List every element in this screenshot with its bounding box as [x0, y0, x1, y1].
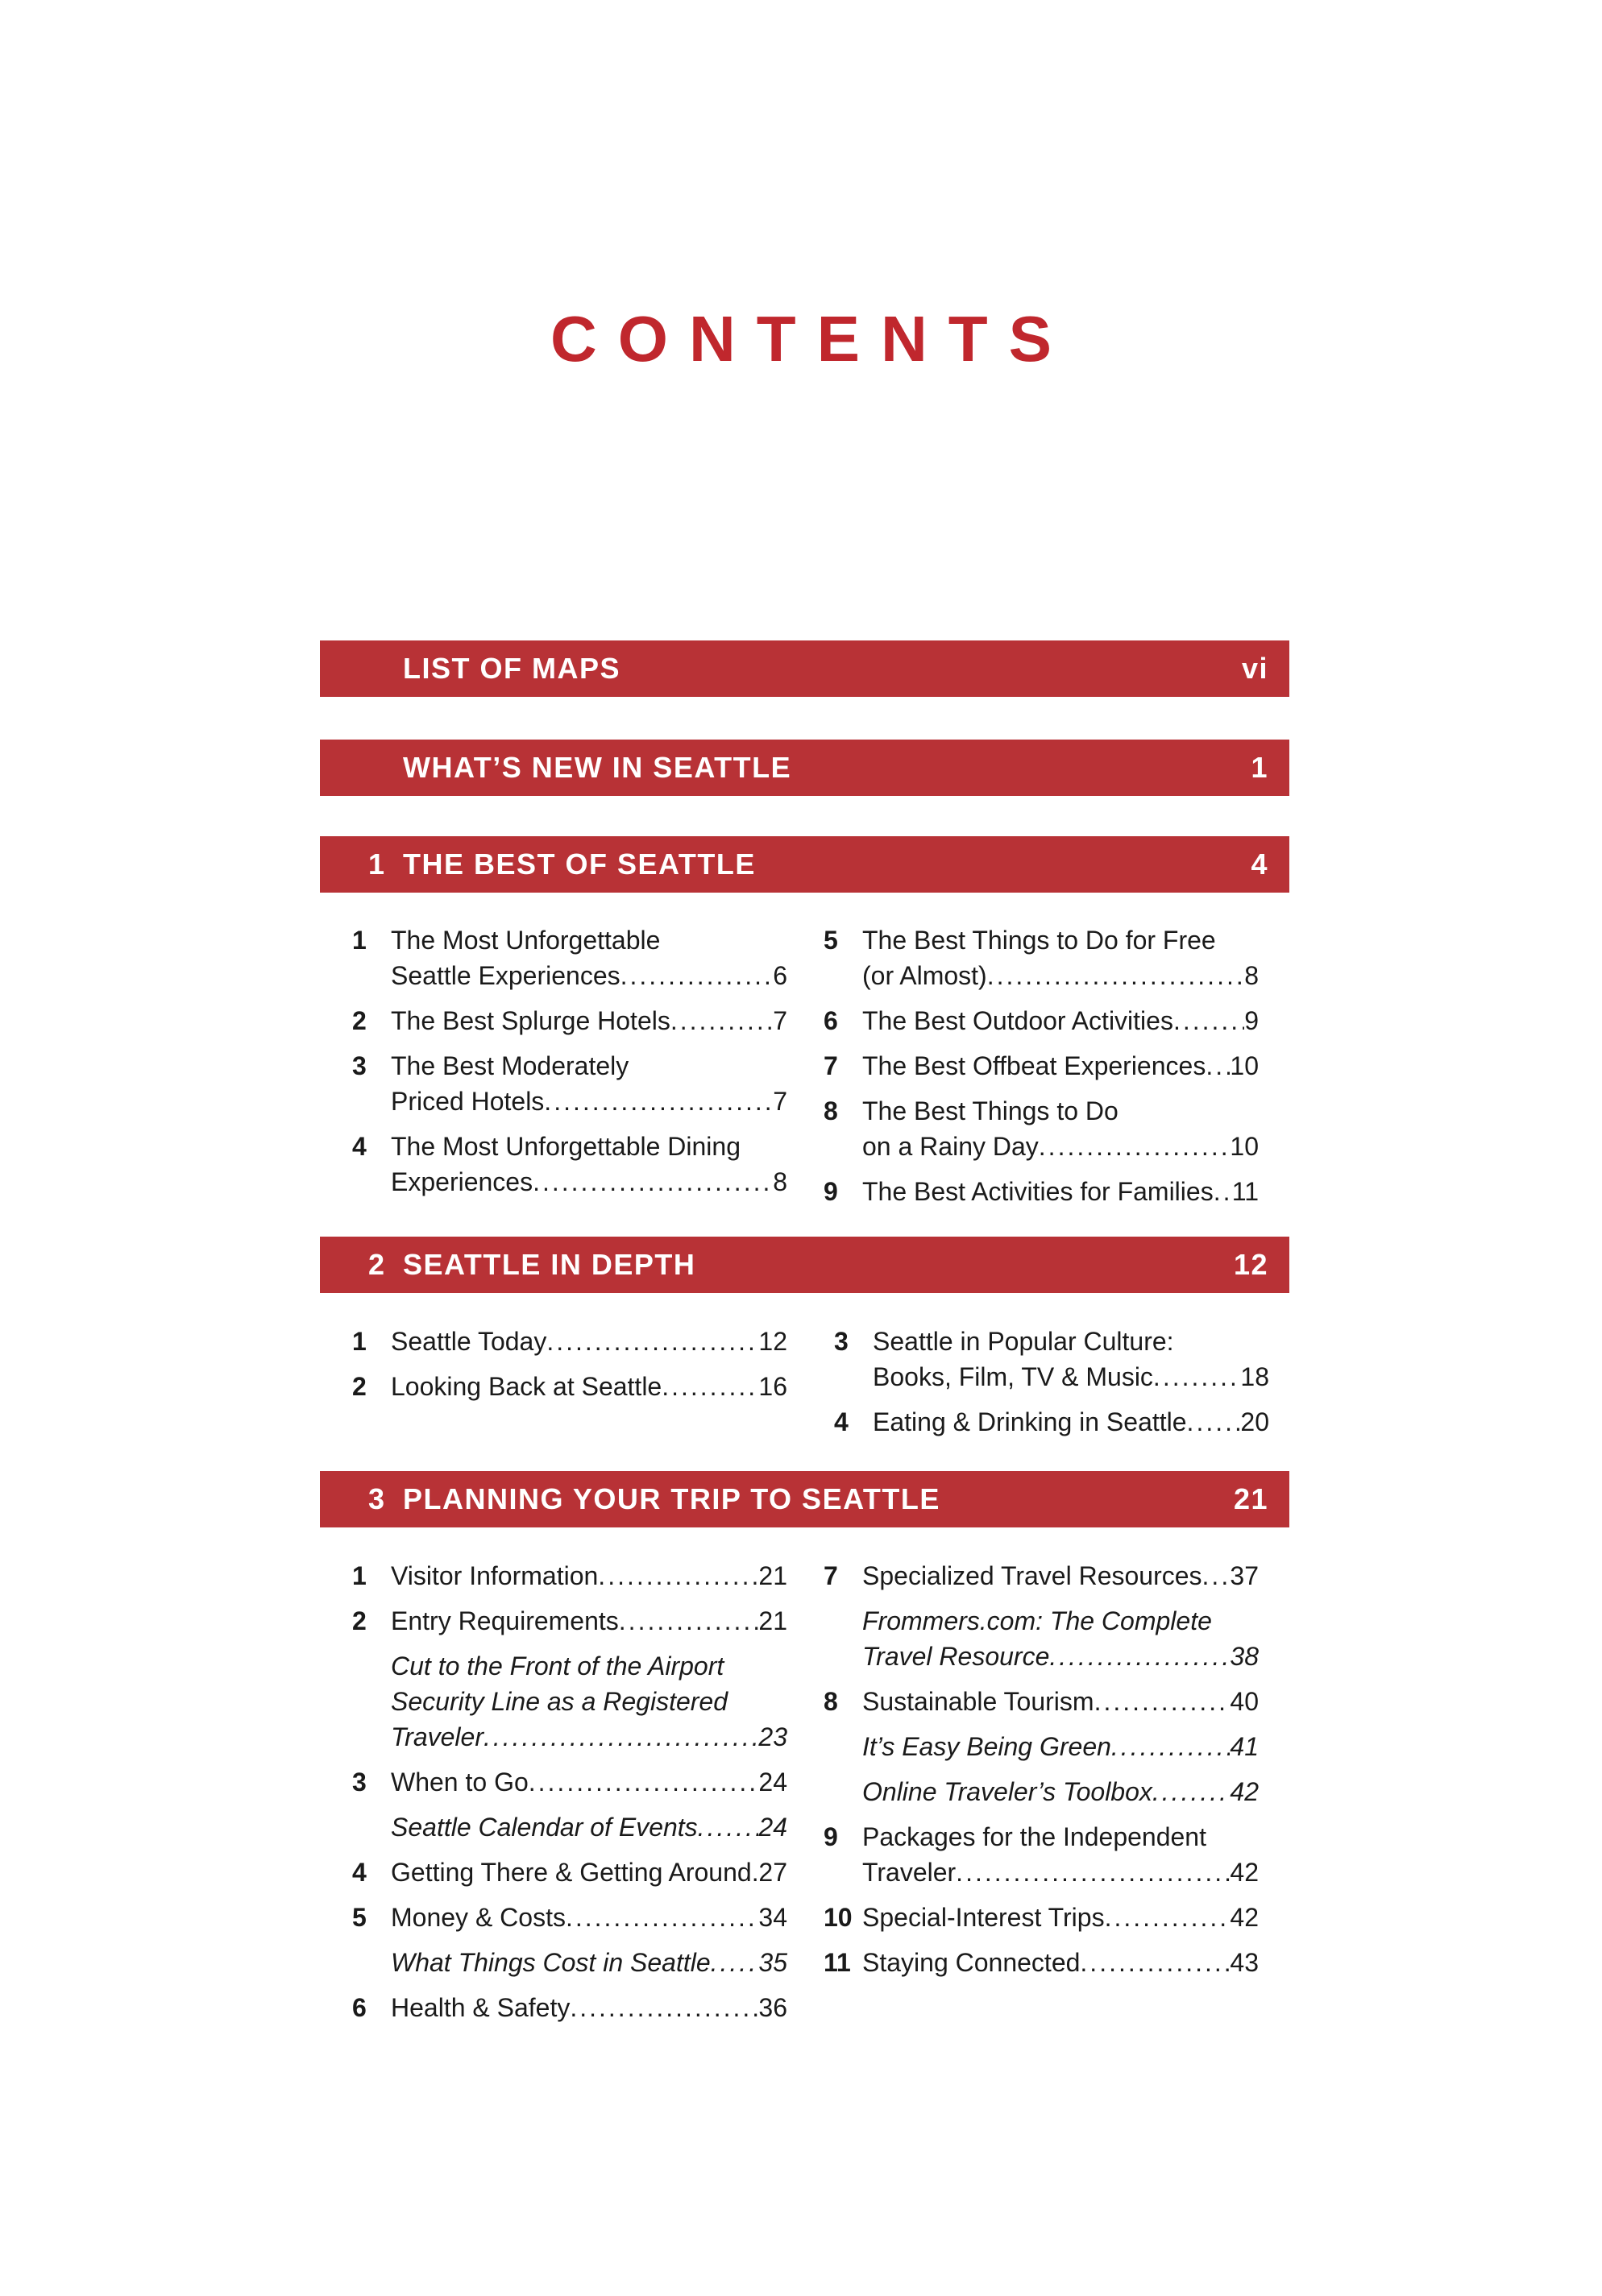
ch2-left-column	[352, 1324, 787, 1414]
ch1-left-column	[352, 922, 787, 1209]
toc-entry[interactable]	[824, 1945, 1259, 1980]
section-page: vi	[1241, 652, 1268, 685]
entry-title-line: The Best Moderately	[391, 1051, 629, 1080]
dot-leader	[670, 1003, 773, 1038]
entry-page-number: 8	[773, 1167, 787, 1196]
entry-page-number: 16	[758, 1372, 787, 1401]
entry-page-number: 21	[758, 1606, 787, 1635]
entry-number: 2	[352, 1606, 367, 1635]
entry-title-line: What Things Cost in Seattle	[391, 1948, 711, 1977]
dot-leader	[1080, 1945, 1230, 1980]
toc-entry[interactable]	[824, 922, 1259, 993]
dot-leader	[1202, 1558, 1231, 1594]
toc-entry[interactable]	[352, 1369, 787, 1404]
entry-title-line: Money & Costs	[391, 1903, 566, 1932]
toc-subentry[interactable]	[824, 1729, 1259, 1764]
toc-entry[interactable]	[834, 1324, 1269, 1395]
entry-page-number: 38	[1230, 1642, 1259, 1671]
entry-page-number: 8	[1244, 961, 1259, 990]
page-title: CONTENTS	[550, 303, 1073, 375]
dot-leader	[752, 1855, 759, 1890]
section-label: WHAT’S NEW IN SEATTLE	[403, 751, 792, 784]
entry-title-line: Seattle in Popular Culture:	[873, 1327, 1174, 1356]
entry-title-line: Visitor Information	[391, 1561, 599, 1590]
entry-title-line: The Best Offbeat Experiences	[862, 1051, 1206, 1080]
entry-number: 3	[352, 1051, 367, 1080]
toc-subentry[interactable]	[352, 1945, 787, 1980]
toc-entry[interactable]	[352, 1558, 787, 1594]
dot-leader	[987, 958, 1245, 993]
toc-entry[interactable]	[352, 922, 787, 993]
entry-title-line: Entry Requirements	[391, 1606, 619, 1635]
entry-title-line: Travel Resource	[862, 1642, 1050, 1671]
section-number: 3	[368, 1482, 386, 1515]
entry-number: 2	[352, 1006, 367, 1035]
entry-number: 8	[824, 1096, 838, 1125]
dot-leader	[1039, 1129, 1231, 1164]
entry-title-line: Experiences	[391, 1167, 533, 1196]
entry-title-line: The Best Splurge Hotels	[391, 1006, 670, 1035]
toc-entry[interactable]	[824, 1819, 1259, 1890]
section-page: 1	[1251, 751, 1268, 784]
entry-title-line: It’s Easy Being Green	[862, 1732, 1111, 1761]
entry-title-line: Looking Back at Seattle	[391, 1372, 662, 1401]
entry-page-number: 18	[1240, 1362, 1269, 1391]
toc-subentry[interactable]	[824, 1774, 1259, 1809]
entry-page-number: 41	[1230, 1732, 1259, 1761]
entry-page-number: 36	[758, 1993, 787, 2022]
toc-entry[interactable]	[824, 1093, 1259, 1164]
dot-leader	[544, 1084, 773, 1119]
ch3-right-column	[824, 1558, 1259, 1990]
dot-leader	[619, 1603, 759, 1639]
section-number: 1	[368, 848, 386, 881]
entry-title-line: Sustainable Tourism	[862, 1687, 1094, 1716]
ch3-left-column	[352, 1558, 787, 2035]
toc-entry[interactable]	[824, 1048, 1259, 1084]
section-bar-chapter-1[interactable]	[320, 836, 1289, 893]
entry-page-number: 40	[1230, 1687, 1259, 1716]
entry-title-line: Security Line as a Registered	[391, 1687, 728, 1716]
toc-entry[interactable]	[824, 1558, 1259, 1594]
entry-title-line: Health & Safety	[391, 1993, 571, 2022]
entry-title-line: Traveler	[391, 1722, 484, 1751]
entry-number: 8	[824, 1687, 838, 1716]
entry-title-line: The Best Activities for Families	[862, 1177, 1214, 1206]
entry-page-number: 20	[1240, 1407, 1269, 1436]
entry-number: 3	[834, 1327, 849, 1356]
section-page: 12	[1233, 1248, 1268, 1281]
entry-page-number: 24	[758, 1768, 787, 1797]
entry-title-line: When to Go	[391, 1768, 529, 1797]
dot-leader	[546, 1324, 758, 1359]
entry-number: 1	[352, 1327, 367, 1356]
entry-page-number: 23	[758, 1722, 787, 1751]
section-number: 2	[368, 1248, 386, 1281]
entry-page-number: 27	[758, 1858, 787, 1887]
entry-number: 1	[352, 1561, 367, 1590]
dot-leader	[662, 1369, 758, 1404]
entry-page-number: 35	[758, 1948, 787, 1977]
entry-page-number: 12	[758, 1327, 787, 1356]
entry-number: 4	[352, 1132, 367, 1161]
entry-page-number: 42	[1230, 1903, 1259, 1932]
dot-leader	[1105, 1900, 1231, 1935]
toc-entry[interactable]	[834, 1404, 1269, 1440]
entry-title-line: Getting There & Getting Around	[391, 1858, 752, 1887]
toc-entry[interactable]	[824, 1900, 1259, 1935]
entry-title-line: Seattle Today	[391, 1327, 547, 1356]
toc-subentry[interactable]	[352, 1809, 787, 1845]
dot-leader	[1173, 1003, 1244, 1038]
entry-page-number: 43	[1230, 1948, 1259, 1977]
ch1-right-column	[824, 922, 1259, 1219]
entry-number: 5	[352, 1903, 367, 1932]
entry-title-line: Cut to the Front of the Airport	[391, 1652, 724, 1681]
entry-title-line: Packages for the Independent	[862, 1822, 1206, 1851]
section-label: LIST OF MAPS	[403, 652, 620, 685]
entry-title-line: Frommers.com: The Complete	[862, 1606, 1212, 1635]
section-bar-chapter-3[interactable]	[320, 1471, 1289, 1527]
ch2-right-column	[834, 1324, 1269, 1449]
section-label: PLANNING YOUR TRIP TO SEATTLE	[403, 1482, 940, 1515]
entry-title-line: Seattle Experiences	[391, 961, 620, 990]
entry-title-line: Staying Connected	[862, 1948, 1081, 1977]
entry-title-line: The Best Outdoor Activities	[862, 1006, 1173, 1035]
dot-leader	[529, 1764, 759, 1800]
entry-number: 7	[824, 1561, 838, 1590]
entry-title-line: Special-Interest Trips	[862, 1903, 1105, 1932]
entry-title-line: on a Rainy Day	[862, 1132, 1039, 1161]
dot-leader	[570, 1990, 758, 2025]
section-bar-list-of-maps[interactable]	[320, 640, 1289, 697]
dot-leader	[1153, 1359, 1240, 1395]
entry-page-number: 21	[758, 1561, 787, 1590]
entry-title-line: Eating & Drinking in Seattle	[873, 1407, 1187, 1436]
toc-entry[interactable]	[352, 1048, 787, 1119]
entry-title-line: The Most Unforgettable Dining	[391, 1132, 741, 1161]
entry-number: 3	[352, 1768, 367, 1797]
dot-leader	[1094, 1684, 1231, 1719]
entry-number: 7	[824, 1051, 838, 1080]
entry-number: 9	[824, 1177, 838, 1206]
entry-number: 2	[352, 1372, 367, 1401]
dot-leader	[1206, 1048, 1230, 1084]
section-bar-whats-new[interactable]	[320, 740, 1289, 796]
entry-page-number: 11	[1231, 1177, 1259, 1206]
toc-entry[interactable]	[352, 1324, 787, 1359]
dot-leader	[711, 1945, 759, 1980]
entry-page-number: 6	[773, 961, 787, 990]
toc-entry[interactable]	[824, 1003, 1259, 1038]
entry-title-line: Priced Hotels	[391, 1087, 545, 1116]
entry-number: 10	[824, 1903, 853, 1932]
section-page: 4	[1251, 848, 1268, 881]
entry-number: 5	[824, 926, 838, 955]
entry-page-number: 24	[758, 1813, 787, 1842]
toc-entry[interactable]	[352, 1855, 787, 1890]
entry-title-line: Online Traveler’s Toolbox	[862, 1777, 1152, 1806]
entry-title-line: Specialized Travel Resources	[862, 1561, 1202, 1590]
toc-entry[interactable]	[824, 1684, 1259, 1719]
dot-leader	[598, 1558, 758, 1594]
entry-title-line: The Best Things to Do	[862, 1096, 1118, 1125]
entry-page-number: 10	[1230, 1132, 1259, 1161]
entry-title-line: Seattle Calendar of Events	[391, 1813, 698, 1842]
dot-leader	[566, 1900, 758, 1935]
entry-page-number: 42	[1230, 1777, 1259, 1806]
toc-entry[interactable]	[352, 1003, 787, 1038]
toc-entry[interactable]	[352, 1990, 787, 2025]
dot-leader	[1214, 1174, 1232, 1209]
entry-number: 1	[352, 926, 367, 955]
dot-leader	[484, 1719, 758, 1755]
entry-title-line: Traveler	[862, 1858, 957, 1887]
entry-title-line: The Best Things to Do for Free	[862, 926, 1216, 955]
entry-number: 4	[834, 1407, 849, 1436]
entry-page-number: 37	[1230, 1561, 1259, 1590]
entry-page-number: 9	[1244, 1006, 1259, 1035]
entry-number: 11	[824, 1948, 851, 1977]
toc-entry[interactable]	[352, 1764, 787, 1800]
entry-title-line: The Most Unforgettable	[391, 926, 661, 955]
toc-subentry[interactable]	[352, 1648, 787, 1755]
toc-entry[interactable]	[824, 1174, 1259, 1209]
entry-page-number: 7	[773, 1006, 787, 1035]
toc-subentry[interactable]	[824, 1603, 1259, 1674]
entry-page-number: 10	[1230, 1051, 1259, 1080]
dot-leader	[1111, 1729, 1231, 1764]
dot-leader	[533, 1164, 773, 1200]
section-label: THE BEST OF SEATTLE	[403, 848, 756, 881]
entry-title-line: (or Almost)	[862, 961, 987, 990]
dot-leader	[698, 1809, 759, 1845]
dot-leader	[956, 1855, 1230, 1890]
entry-page-number: 34	[758, 1903, 787, 1932]
entry-number: 6	[824, 1006, 838, 1035]
section-bar-chapter-2[interactable]	[320, 1237, 1289, 1293]
dot-leader	[620, 958, 774, 993]
entry-page-number: 42	[1230, 1858, 1259, 1887]
entry-number: 4	[352, 1858, 367, 1887]
entry-title-line: Books, Film, TV & Music	[873, 1362, 1153, 1391]
entry-number: 6	[352, 1993, 367, 2022]
entry-number: 9	[824, 1822, 838, 1851]
toc-entry[interactable]	[352, 1129, 787, 1200]
dot-leader	[1152, 1774, 1231, 1809]
entry-page-number: 7	[773, 1087, 787, 1116]
dot-leader	[1049, 1639, 1230, 1674]
toc-entry[interactable]	[352, 1900, 787, 1935]
section-label: SEATTLE IN DEPTH	[403, 1248, 696, 1281]
dot-leader	[1187, 1404, 1241, 1440]
toc-entry[interactable]	[352, 1603, 787, 1639]
section-page: 21	[1233, 1482, 1268, 1515]
